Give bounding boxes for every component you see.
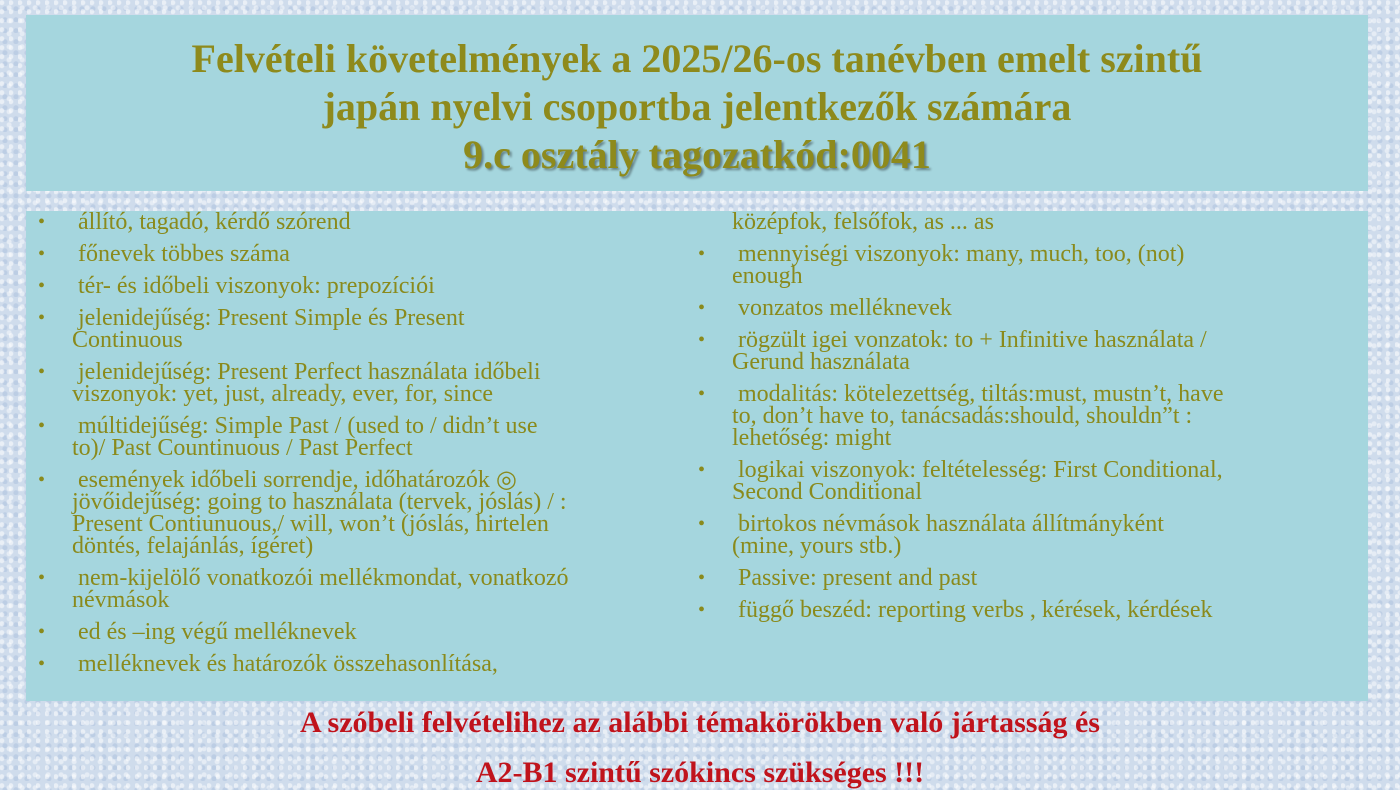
list-item-text-line: rögzült igei vonzatok: to + Infinitive használata / xyxy=(738,327,1207,353)
list-item-text-line: enough xyxy=(732,263,803,289)
requirements-left-column xyxy=(36,211,716,685)
list-item xyxy=(696,513,1361,557)
list-item xyxy=(36,415,716,459)
list-item-text-line: logikai viszonyok: feltételesség: First Conditional, xyxy=(738,457,1223,483)
list-item xyxy=(36,361,716,405)
list-item-text-line: jelenidejűség: Present Simple és Present xyxy=(78,305,465,331)
list-item-text-line: főnevek többes száma xyxy=(78,241,290,267)
list-item-text-line: tér- és időbeli viszonyok: prepozíciói xyxy=(78,273,435,299)
list-item-text-line: események időbeli sorrendje, időhatározók ◎ xyxy=(78,467,517,493)
list-item-text-line: melléknevek és határozók összehasonlítása, xyxy=(78,651,498,677)
list-item xyxy=(696,297,1361,319)
footer-notice-line-2: A2-B1 szintű szókincs szükséges !!! xyxy=(475,756,925,789)
list-item-text-line: nem-kijelölő vonatkozói mellékmondat, vonatkozó xyxy=(78,565,569,591)
footer-notice-line-1: A szóbeli felvételihez az alábbi témakörökben való jártasság és xyxy=(300,706,1100,739)
bullet-icon: • xyxy=(38,567,46,589)
list-item-continuation: középfok, felsőfok, as ... as xyxy=(732,211,994,235)
requirements-right-column xyxy=(696,211,1361,631)
bullet-icon: • xyxy=(698,513,706,535)
title-line-1: Felvételi követelmények a 2025/26-os tanévben emelt szintű xyxy=(191,36,1203,81)
requirements-panel xyxy=(26,211,1368,701)
bullet-icon: • xyxy=(38,243,46,265)
list-item xyxy=(36,211,716,233)
bullet-icon: • xyxy=(38,653,46,675)
list-item-text-line: birtokos névmások használata állítmányként xyxy=(738,511,1164,537)
list-item xyxy=(36,243,716,265)
list-item xyxy=(36,275,716,297)
title-line-3-class-code: 9.c osztály tagozatkód:0041 xyxy=(463,132,931,177)
list-item-text-line: lehetőség: might xyxy=(732,425,892,451)
bullet-icon: • xyxy=(38,307,46,329)
bullet-icon: • xyxy=(698,383,706,405)
list-item xyxy=(36,567,716,611)
list-item-text-line: modalitás: kötelezettség, tiltás:must, mustn’t, have xyxy=(738,381,1224,407)
bullet-icon: • xyxy=(38,361,46,383)
bullet-icon: • xyxy=(38,469,46,491)
title-line-2: japán nyelvi csoportba jelentkezők számára xyxy=(322,84,1072,129)
bullet-icon: • xyxy=(698,329,706,351)
list-item-text-line: mennyiségi viszonyok: many, much, too, (not) xyxy=(738,241,1185,267)
list-item xyxy=(36,621,716,643)
list-item-text-line: jövőidejűség: going to használata (tervek, jóslás) / : xyxy=(72,489,567,515)
list-item xyxy=(696,459,1361,503)
list-item xyxy=(36,307,716,351)
list-item-text-line: Second Conditional xyxy=(732,479,922,505)
list-item-text-line: állító, tagadó, kérdő szórend xyxy=(78,211,351,235)
list-item-text-line: to)/ Past Countinuous / Past Perfect xyxy=(72,435,413,461)
list-item-text-line: to, don’t have to, tanácsadás:should, shouldn”t : xyxy=(732,403,1193,429)
list-item xyxy=(696,329,1361,373)
list-item-text-line: döntés, felajánlás, ígéret) xyxy=(72,533,314,559)
list-item-text-line: ed és –ing végű melléknevek xyxy=(78,619,357,645)
list-item-text-line: Gerund használata xyxy=(732,349,910,375)
bullet-icon: • xyxy=(38,275,46,297)
bullet-icon: • xyxy=(698,599,706,621)
list-item-text-line: (mine, yours stb.) xyxy=(732,533,902,559)
bullet-icon: • xyxy=(698,459,706,481)
list-item-text-line: Continuous xyxy=(72,327,183,353)
list-item-text-line: névmások xyxy=(72,587,170,613)
bullet-icon: • xyxy=(698,297,706,319)
bullet-icon: • xyxy=(698,567,706,589)
list-item-text-line: múltidejűség: Simple Past / (used to / didn’t use xyxy=(78,413,538,439)
list-item-text-line: vonzatos melléknevek xyxy=(738,295,952,321)
bullet-icon: • xyxy=(698,243,706,265)
list-item-text-line: Present Contiunuous,/ will, won’t (jóslás, hirtelen xyxy=(72,511,549,537)
title-panel xyxy=(26,15,1368,191)
list-item xyxy=(36,653,716,675)
list-item xyxy=(696,383,1361,449)
list-item xyxy=(696,243,1361,287)
list-item-text-line: Passive: present and past xyxy=(738,565,978,591)
bullet-icon: • xyxy=(38,621,46,643)
list-item-text-line: viszonyok: yet, just, already, ever, for, since xyxy=(72,381,494,407)
list-item-text-line: függő beszéd: reporting verbs , kérések, kérdések xyxy=(738,597,1213,623)
list-item xyxy=(696,599,1361,621)
list-item-text-line: jelenidejűség: Present Perfect használata időbeli xyxy=(78,359,541,385)
list-item xyxy=(696,567,1361,589)
bullet-icon: • xyxy=(38,415,46,437)
list-item xyxy=(36,469,716,557)
bullet-icon: • xyxy=(38,211,46,233)
